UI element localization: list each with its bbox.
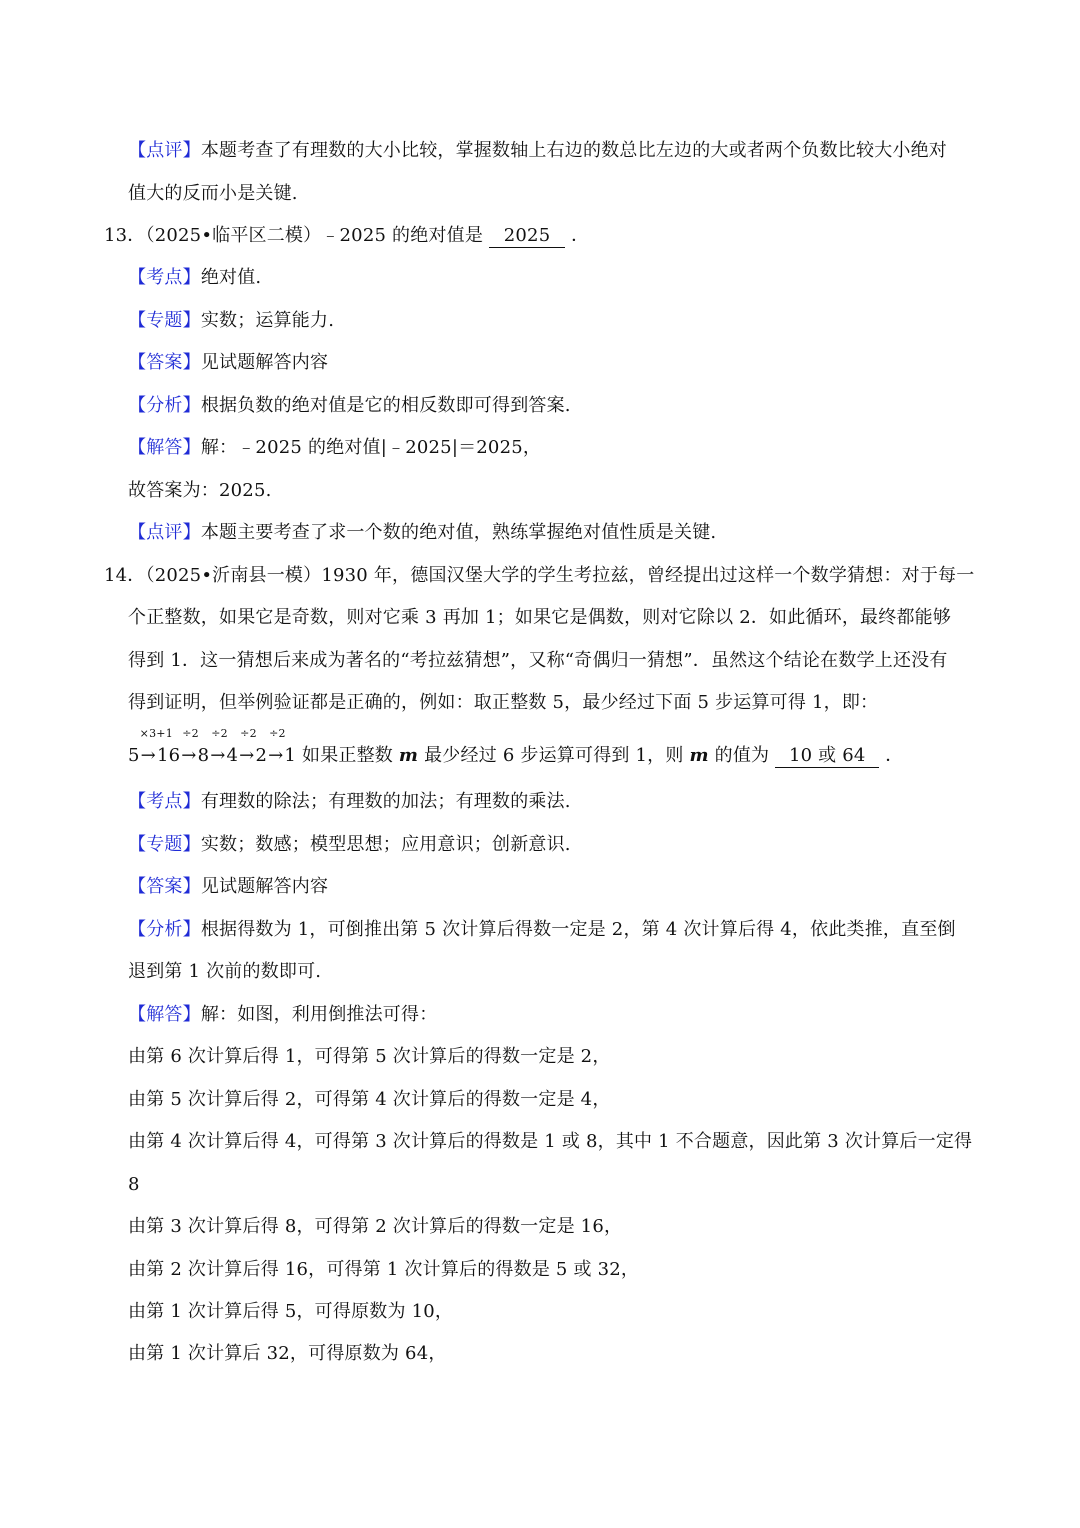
variable-m: m xyxy=(689,745,709,766)
q14-suffix: ． xyxy=(885,745,904,766)
q13-answer-blank: 2025 xyxy=(489,225,565,248)
solution-step: 由第 4 次计算后得 4，可得第 3 次计算后的得数是 1 或 8，其中 1 不合题意，因此第 3 次计算后一定得 xyxy=(128,1131,973,1152)
comment-tag: 【点评】 xyxy=(128,140,201,161)
solution-step: 8 xyxy=(128,1174,140,1195)
flow-number: 8 xyxy=(197,745,210,766)
solution-step: 由第 3 次计算后得 8，可得第 2 次计算后的得数一定是 16， xyxy=(128,1216,623,1237)
daan-text: 见试题解答内容 xyxy=(200,876,329,897)
arrow-icon: → xyxy=(140,745,156,766)
q13-kaodian xyxy=(128,265,261,291)
q12-comment-line-2: 值大的反而小是关键. xyxy=(128,183,298,204)
solution-step: 由第 2 次计算后得 16，可得第 1 次计算后的得数是 5 或 32， xyxy=(128,1259,640,1280)
flow-operation: ÷2 xyxy=(211,727,228,740)
jieda-text: 解：﹣2025 的绝对值|﹣2025|＝2025， xyxy=(200,437,542,458)
q13-suffix: ． xyxy=(571,225,590,246)
q14-line5-c: 的值为 xyxy=(714,745,770,766)
q14-question-line-3: 得到 1．这一猜想后来成为著名的“考拉兹猜想”，又称“奇偶归一猜想”．虽然这个结论在数学上还没有 xyxy=(128,650,948,671)
q14-question-line-4: 得到证明，但举例验证都是正确的，例如：取正整数 5，最少经过下面 5 步运算可得 1，即： xyxy=(128,692,879,713)
flow-number: 2 xyxy=(255,745,268,766)
flow-operation: ÷2 xyxy=(182,727,199,740)
q14-question-line-1: 14．（2025•沂南县一模）1930 年，德国汉堡大学的学生考拉兹，曾经提出过这样一个数学猜想：对于每一 xyxy=(104,565,975,586)
fenxi-tag: 【分析】 xyxy=(128,395,201,416)
dianping-text: 本题主要考查了求一个数的绝对值，熟练掌握绝对值性质是关键. xyxy=(200,522,717,543)
kaodian-text: 绝对值. xyxy=(200,267,262,288)
collatz-flow xyxy=(128,727,297,769)
comment-text: 本题考查了有理数的大小比较，掌握数轴上右边的数总比左边的大或者两个负数比较大小绝对 xyxy=(200,140,948,161)
q13-conclusion: 故答案为：2025. xyxy=(128,480,272,501)
flow-step xyxy=(209,727,228,769)
solution-step: 由第 1 次计算后 32，可得原数为 64， xyxy=(128,1343,447,1364)
zhuanti-text: 实数；数感；模型思想；应用意识；创新意识. xyxy=(200,834,571,855)
jieda-tag: 【解答】 xyxy=(128,437,201,458)
zhuanti-tag: 【专题】 xyxy=(128,834,201,855)
fenxi-text: 根据负数的绝对值是它的相反数即可得到答案. xyxy=(200,395,571,416)
flow-number: 5 xyxy=(128,745,140,766)
flow-step xyxy=(267,727,286,769)
daan-tag: 【答案】 xyxy=(128,876,201,897)
q13-dianping xyxy=(128,520,716,546)
q14-line5-a: 如果正整数 xyxy=(302,745,393,766)
arrow-icon: → xyxy=(268,745,284,766)
solution-step: 由第 1 次计算后得 5，可得原数为 10， xyxy=(128,1301,454,1322)
solution-step: 由第 6 次计算后得 1，可得第 5 次计算后的得数一定是 2， xyxy=(128,1046,611,1067)
arrow-icon: → xyxy=(239,745,255,766)
kaodian-tag: 【考点】 xyxy=(128,791,201,812)
q13-zhuanti xyxy=(128,308,334,334)
jieda-tag: 【解答】 xyxy=(128,1004,201,1025)
q13-prefix: 13．（2025•临平区二模）﹣2025 的绝对值是 xyxy=(104,225,484,246)
q14-line5-b: 最少经过 6 步运算可得到 1，则 xyxy=(424,745,684,766)
q14-kaodian xyxy=(128,789,571,815)
zhuanti-tag: 【专题】 xyxy=(128,310,201,331)
flow-number: 16 xyxy=(156,745,181,766)
flow-operation: ÷2 xyxy=(240,727,257,740)
q14-jieda xyxy=(128,1002,437,1028)
fenxi-text: 根据得数为 1，可倒推出第 5 次计算后得数一定是 2，第 4 次计算后得 4，依此类推，直至倒 xyxy=(200,919,956,940)
dianping-tag: 【点评】 xyxy=(128,522,201,543)
flow-step xyxy=(238,727,257,769)
arrow-icon: → xyxy=(210,745,226,766)
variable-m: m xyxy=(398,745,419,766)
fenxi-tag: 【分析】 xyxy=(128,919,201,940)
arrow-icon: → xyxy=(181,745,197,766)
q14-zhuanti xyxy=(128,832,571,858)
q14-answer-blank: 10 或 64 xyxy=(775,745,879,768)
flow-operation: ÷2 xyxy=(269,727,286,740)
jieda-text: 解：如图，利用倒推法可得： xyxy=(200,1004,438,1025)
q13-jieda xyxy=(128,435,541,461)
q13-daan xyxy=(128,350,328,376)
flow-step xyxy=(180,727,199,769)
flow-number: 4 xyxy=(226,745,239,766)
daan-text: 见试题解答内容 xyxy=(200,352,329,373)
daan-tag: 【答案】 xyxy=(128,352,201,373)
kaodian-tag: 【考点】 xyxy=(128,267,201,288)
q12-comment-line xyxy=(128,138,947,164)
q13-fenxi xyxy=(128,393,571,419)
q14-fenxi-line-2: 退到第 1 次前的数即可. xyxy=(128,961,322,982)
kaodian-text: 有理数的除法；有理数的加法；有理数的乘法. xyxy=(200,791,571,812)
solution-step: 由第 5 次计算后得 2，可得第 4 次计算后的得数一定是 4， xyxy=(128,1089,611,1110)
q13-question xyxy=(104,223,589,249)
q14-question-line-5 xyxy=(128,727,904,769)
q14-question-line-2: 个正整数，如果它是奇数，则对它乘 3 再加 1；如果它是偶数，则对它除以 2．如此循环，最终都能够 xyxy=(128,607,952,628)
q14-daan xyxy=(128,874,328,900)
q14-fenxi xyxy=(128,917,956,943)
flow-number: 1 xyxy=(284,745,297,766)
flow-operation: ×3+1 xyxy=(139,727,173,740)
zhuanti-text: 实数；运算能力. xyxy=(200,310,335,331)
